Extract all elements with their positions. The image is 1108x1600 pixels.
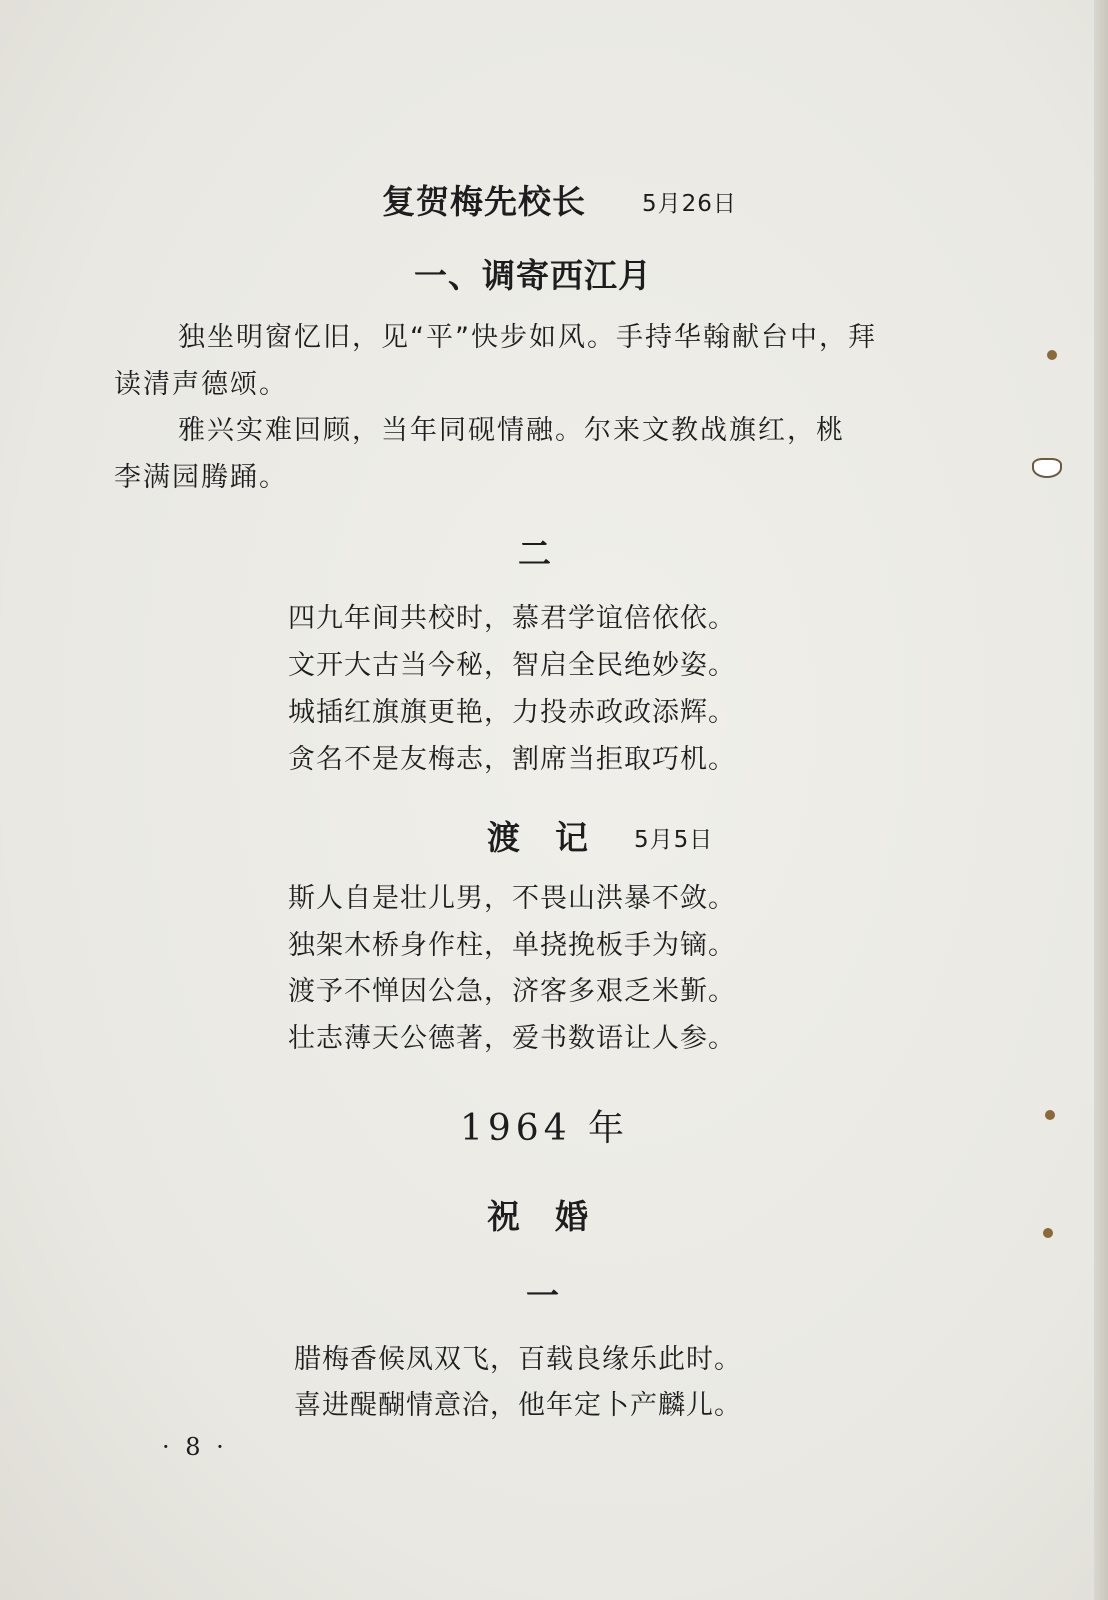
- poem-title: 渡 记: [487, 818, 589, 857]
- verse-line: 壮志薄天公德著，爱书数语让人参。: [288, 1023, 736, 1054]
- verse-line: 四九年间共校时，慕君学谊倍依依。: [288, 603, 736, 634]
- poem-date: 5月5日: [634, 827, 714, 853]
- page-edge: [1094, 0, 1108, 1600]
- verse-line: 喜进醍醐情意洽，他年定卜产麟儿。: [294, 1390, 742, 1421]
- year-heading: 1964 年: [460, 1108, 630, 1149]
- section-heading: 一、调寄西江月: [414, 256, 652, 295]
- prose-line: 李满园腾踊。: [114, 462, 288, 493]
- prose-line: 读清声德颂。: [114, 369, 288, 400]
- verse-line: 文开大古当今秘，智启全民绝妙姿。: [288, 650, 736, 681]
- poem-title: 祝 婚: [487, 1197, 589, 1236]
- binding-hole: [1032, 458, 1062, 478]
- binding-hole: [1047, 350, 1057, 360]
- verse-line: 渡予不惮因公急，济客多艰乏米斳。: [288, 976, 736, 1007]
- verse-line: 城插红旗旗更艳，力投赤政政添辉。: [288, 697, 736, 728]
- binding-hole: [1045, 1110, 1055, 1120]
- binding-hole: [1043, 1228, 1053, 1238]
- verse-line: 腊梅香候凤双飞，百载良缘乐此时。: [294, 1344, 742, 1375]
- verse-line: 独架木桥身作柱，单挠挽板手为镝。: [288, 930, 736, 961]
- verse-line: 贪名不是友梅志，割席当拒取巧机。: [288, 744, 736, 775]
- section-heading: 一: [526, 1276, 560, 1315]
- page-number: · 8 ·: [162, 1433, 228, 1461]
- prose-line: 独坐明窗忆旧，见“平”快步如风。手持华翰献台中，拜: [178, 322, 877, 353]
- poem-date: 5月26日: [642, 191, 737, 217]
- poem-title: 复贺梅先校长: [382, 182, 586, 221]
- verse-line: 斯人自是壮儿男，不畏山洪暴不敛。: [288, 883, 736, 914]
- prose-line: 雅兴实难回顾，当年同砚情融。尔来文教战旗红，桃: [178, 415, 845, 446]
- section-heading: 二: [518, 534, 552, 573]
